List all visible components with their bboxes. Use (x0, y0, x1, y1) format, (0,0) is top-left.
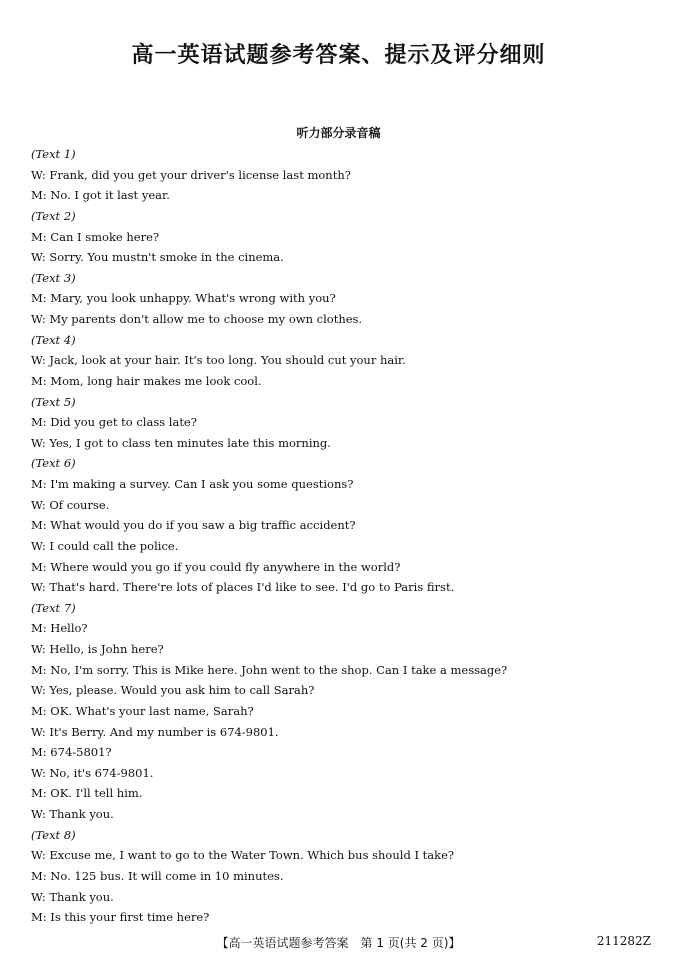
dialogue-line: W: Yes, I got to class ten minutes late this morning. (31, 435, 331, 450)
text-marker: (Text 3) (31, 270, 76, 285)
dialogue-line: M: No. I got it last year. (31, 188, 170, 203)
dialogue-line: M: OK. What's your last name, Sarah? (31, 703, 254, 718)
dialogue-line: M: What would you do if you saw a big traffic accident? (31, 518, 356, 533)
dialogue-line: M: Mary, you look unhappy. What's wrong with you? (31, 291, 336, 306)
section-title: 听力部分录音稿 (296, 126, 381, 140)
dialogue-line: W: My parents don't allow me to choose my own clothes. (31, 312, 363, 326)
dialogue-line: W: It's Berry. And my number is 674-9801. (31, 724, 279, 739)
dialogue-line: W: Thank you. (31, 807, 114, 821)
text-marker: (Text 8) (31, 827, 76, 842)
footer-code: 211282Z (596, 934, 651, 948)
dialogue-line: W: Sorry. You mustn't smoke in the cinema. (31, 250, 284, 265)
dialogue-line: W: Yes, please. Would you ask him to call Sarah? (31, 683, 315, 698)
dialogue-line: M: Did you get to class late? (31, 415, 197, 430)
dialogue-line: M: Is this your first time here? (31, 910, 210, 925)
dialogue-line: W: I could call the police. (31, 538, 179, 553)
dialogue-line: W: Jack, look at your hair. It's too long. You should cut your hair. (31, 353, 406, 368)
dialogue-line: W: That's hard. There're lots of places I'd like to see. I'd go to Paris first. (31, 580, 455, 595)
text-marker: (Text 1) (31, 147, 76, 161)
text-marker: (Text 4) (31, 332, 76, 347)
dialogue-line: W: No, it's 674-9801. (31, 765, 154, 780)
text-marker: (Text 5) (31, 394, 76, 409)
dialogue-line: W: Thank you. (31, 889, 114, 904)
dialogue-line: M: Can I smoke here? (31, 229, 160, 244)
dialogue-line: W: Of course. (31, 497, 110, 512)
dialogue-line: W: Hello, is John here? (31, 642, 164, 656)
dialogue-line: M: Mom, long hair makes me look cool. (31, 373, 262, 388)
dialogue-line: M: OK. I'll tell him. (31, 786, 143, 801)
text-marker: (Text 2) (31, 208, 76, 223)
dialogue-line: M: Where would you go if you could fly anywhere in the world? (31, 559, 401, 574)
text-marker: (Text 7) (31, 600, 76, 615)
footer-page-label: 【高一英语试题参考答案 第 1 页(共 2 页)】 (216, 936, 461, 950)
dialogue-line: M: No, I'm sorry. This is Mike here. John went to the shop. Can I take a message? (31, 662, 508, 677)
dialogue-line: M: 674-5801? (31, 745, 112, 760)
dialogue-line: M: I'm making a survey. Can I ask you some questions? (31, 477, 354, 491)
dialogue-line: M: No. 125 bus. It will come in 10 minutes. (31, 868, 284, 883)
text-marker: (Text 6) (31, 456, 76, 471)
dialogue-line: M: Hello? (31, 621, 88, 636)
transcript-lines (31, 144, 651, 928)
dialogue-line: W: Excuse me, I want to go to the Water Town. Which bus should I take? (31, 848, 455, 863)
dialogue-line: W: Frank, did you get your driver's license last month? (31, 167, 351, 182)
document-title: 高一英语试题参考答案、提示及评分细则 (131, 43, 546, 68)
